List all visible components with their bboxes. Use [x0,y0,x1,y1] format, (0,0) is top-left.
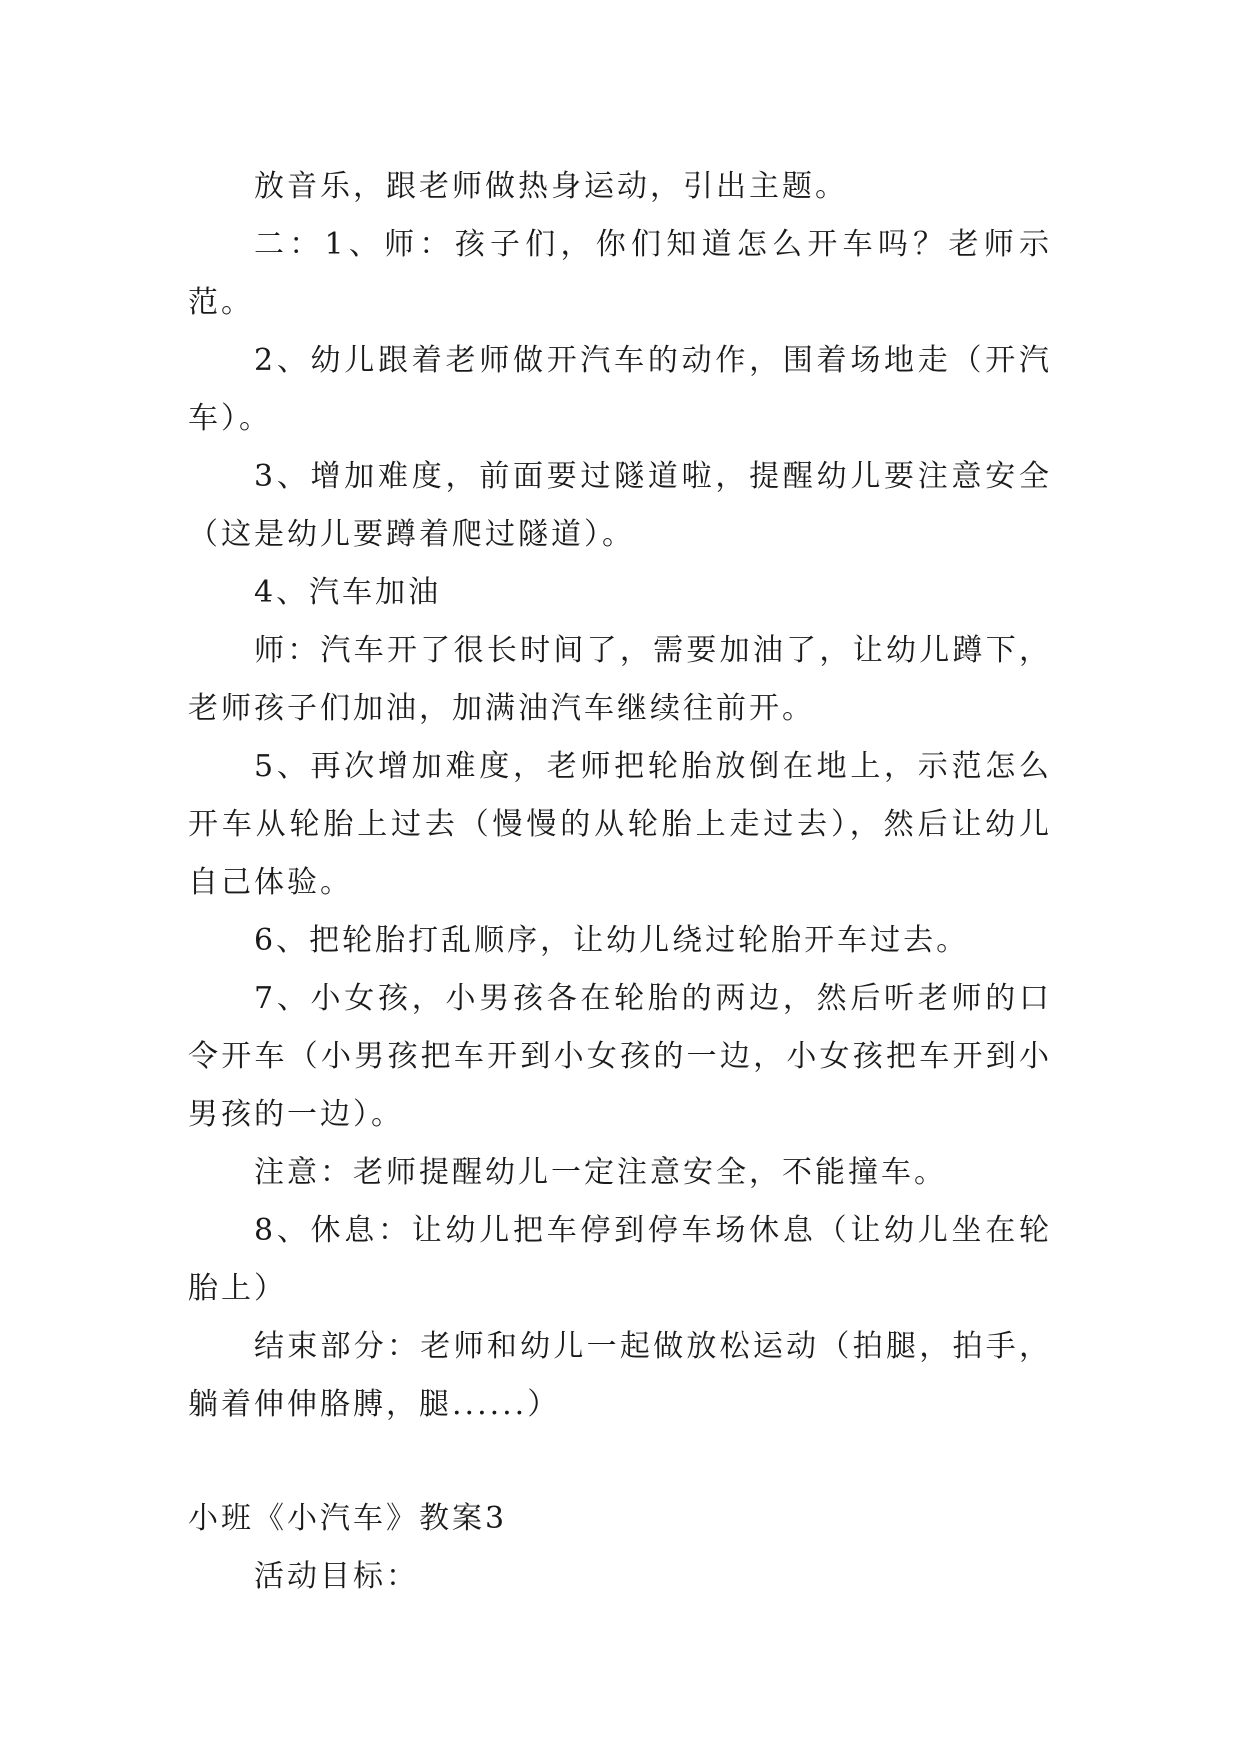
paragraph-step-6: 6、把轮胎打乱顺序，让幼儿绕过轮胎开车过去。 [254,923,970,958]
document-body [188,158,1052,1606]
paragraph-step-8: 8、休息：让幼儿把车停到停车场休息（让幼儿坐在轮胎上） [188,1213,1052,1306]
paragraph-teacher-refuel: 师：汽车开了很长时间了，需要加油了，让幼儿蹲下，老师孩子们加油，加满油汽车继续往前开。 [188,633,1052,726]
paragraph-ending: 结束部分：老师和幼儿一起做放松运动（拍腿，拍手，躺着伸伸胳膊，腿......） [188,1329,1052,1422]
paragraph-warmup: 放音乐，跟老师做热身运动，引出主题。 [254,169,848,204]
paragraph-step-5: 5、再次增加难度，老师把轮胎放倒在地上，示范怎么开车从轮胎上过去（慢慢的从轮胎上走过去），然后让幼儿自己体验。 [188,749,1052,900]
paragraph-step-3: 3、增加难度，前面要过隧道啦，提醒幼儿要注意安全（这是幼儿要蹲着爬过隧道）。 [188,459,1052,552]
paragraph-step-1: 二：1、师：孩子们，你们知道怎么开车吗？老师示范。 [188,227,1052,320]
section-title: 小班《小汽车》教案3 [188,1501,508,1536]
paragraph-step-2: 2、幼儿跟着老师做开汽车的动作，围着场地走（开汽车）。 [188,343,1052,436]
paragraph-step-4: 4、汽车加油 [254,575,442,610]
paragraph-step-7: 7、小女孩，小男孩各在轮胎的两边，然后听老师的口令开车（小男孩把车开到小女孩的一边，小女孩把车开到小男孩的一边）。 [188,981,1052,1132]
paragraph-activity-goals: 活动目标： [254,1559,419,1594]
paragraph-attention: 注意：老师提醒幼儿一定注意安全，不能撞车。 [254,1155,947,1190]
